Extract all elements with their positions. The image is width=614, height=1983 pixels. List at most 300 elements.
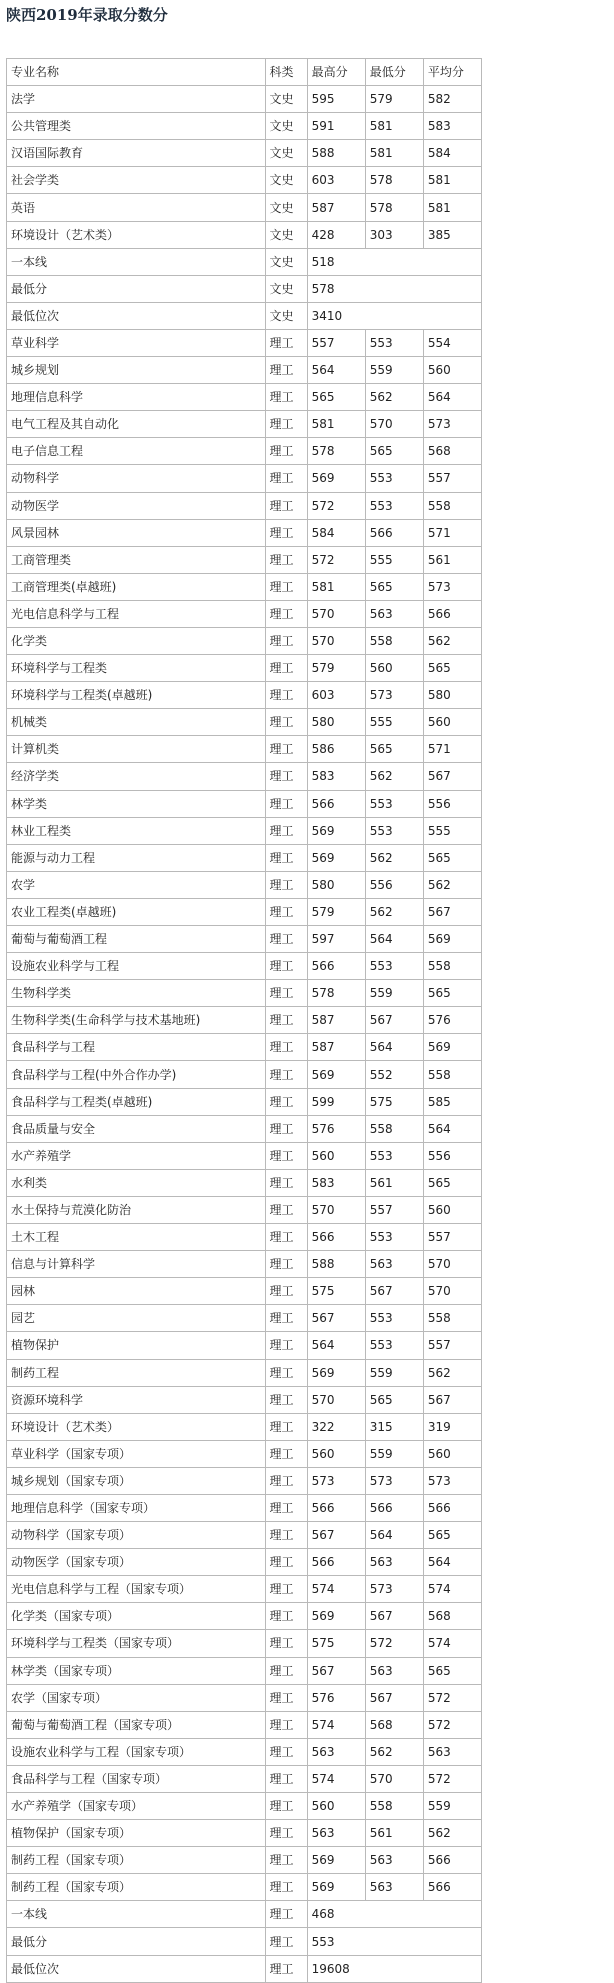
category-cell: 理工 (265, 1738, 307, 1765)
table-row (7, 709, 482, 736)
max-score-cell: 576 (307, 1115, 365, 1142)
min-score-cell: 581 (365, 140, 423, 167)
category-cell: 理工 (265, 1359, 307, 1386)
min-score-cell: 553 (365, 1142, 423, 1169)
table-row (7, 1467, 482, 1494)
table-row (7, 1874, 482, 1901)
table-row (7, 682, 482, 709)
min-score-cell: 560 (365, 655, 423, 682)
max-score-cell: 572 (307, 546, 365, 573)
table-row (7, 248, 482, 275)
category-cell: 理工 (265, 1765, 307, 1792)
max-score-cell: 569 (307, 1847, 365, 1874)
major-cell: 食品科学与工程类(卓越班) (7, 1088, 266, 1115)
table-row (7, 113, 482, 140)
major-cell: 光电信息科学与工程（国家专项） (7, 1576, 266, 1603)
min-score-cell: 553 (365, 1305, 423, 1332)
category-cell: 文史 (265, 86, 307, 113)
category-cell: 理工 (265, 790, 307, 817)
avg-score-cell: 580 (423, 682, 481, 709)
table-row (7, 600, 482, 627)
min-score-cell: 565 (365, 736, 423, 763)
category-cell: 理工 (265, 1684, 307, 1711)
avg-score-cell: 566 (423, 1847, 481, 1874)
avg-score-cell: 585 (423, 1088, 481, 1115)
header-cell-avg: 平均分 (423, 59, 481, 86)
major-cell: 林业工程类 (7, 817, 266, 844)
max-score-cell: 578 (307, 438, 365, 465)
table-row (7, 980, 482, 1007)
max-score-cell: 3410 (307, 302, 481, 329)
category-cell: 理工 (265, 573, 307, 600)
avg-score-cell: 573 (423, 1467, 481, 1494)
min-score-cell: 568 (365, 1711, 423, 1738)
table-row (7, 1169, 482, 1196)
major-cell: 法学 (7, 86, 266, 113)
table-row (7, 871, 482, 898)
major-cell: 环境设计（艺术类） (7, 221, 266, 248)
avg-score-cell: 571 (423, 519, 481, 546)
avg-score-cell: 564 (423, 1115, 481, 1142)
max-score-cell: 569 (307, 1874, 365, 1901)
table-row (7, 357, 482, 384)
category-cell: 理工 (265, 1007, 307, 1034)
table-row (7, 1034, 482, 1061)
min-score-cell: 565 (365, 1386, 423, 1413)
avg-score-cell: 565 (423, 1169, 481, 1196)
avg-score-cell: 558 (423, 1061, 481, 1088)
max-score-cell: 587 (307, 194, 365, 221)
table-row (7, 140, 482, 167)
category-cell: 文史 (265, 167, 307, 194)
avg-score-cell: 555 (423, 817, 481, 844)
max-score-cell: 599 (307, 1088, 365, 1115)
max-score-cell: 567 (307, 1305, 365, 1332)
max-score-cell: 557 (307, 329, 365, 356)
major-cell: 草业科学（国家专项） (7, 1440, 266, 1467)
max-score-cell: 569 (307, 465, 365, 492)
min-score-cell: 563 (365, 1549, 423, 1576)
max-score-cell: 19608 (307, 1955, 481, 1982)
max-score-cell: 468 (307, 1901, 481, 1928)
min-score-cell: 555 (365, 709, 423, 736)
major-cell: 最低位次 (7, 1955, 266, 1982)
category-cell: 理工 (265, 926, 307, 953)
max-score-cell: 603 (307, 167, 365, 194)
min-score-cell: 566 (365, 1494, 423, 1521)
min-score-cell: 567 (365, 1278, 423, 1305)
avg-score-cell: 556 (423, 790, 481, 817)
avg-score-cell: 557 (423, 465, 481, 492)
major-cell: 林学类 (7, 790, 266, 817)
category-cell: 理工 (265, 1413, 307, 1440)
max-score-cell: 428 (307, 221, 365, 248)
avg-score-cell: 560 (423, 1440, 481, 1467)
min-score-cell: 558 (365, 627, 423, 654)
max-score-cell: 567 (307, 1522, 365, 1549)
max-score-cell: 581 (307, 573, 365, 600)
max-score-cell: 566 (307, 790, 365, 817)
min-score-cell: 553 (365, 329, 423, 356)
max-score-cell: 574 (307, 1765, 365, 1792)
major-cell: 计算机类 (7, 736, 266, 763)
major-cell: 公共管理类 (7, 113, 266, 140)
min-score-cell: 553 (365, 953, 423, 980)
max-score-cell: 564 (307, 357, 365, 384)
min-score-cell: 557 (365, 1196, 423, 1223)
major-cell: 水产养殖学 (7, 1142, 266, 1169)
major-cell: 制药工程（国家专项） (7, 1847, 266, 1874)
min-score-cell: 553 (365, 1332, 423, 1359)
major-cell: 社会学类 (7, 167, 266, 194)
max-score-cell: 580 (307, 709, 365, 736)
table-row (7, 546, 482, 573)
max-score-cell: 581 (307, 411, 365, 438)
avg-score-cell: 574 (423, 1630, 481, 1657)
max-score-cell: 578 (307, 275, 481, 302)
score-table-body (7, 59, 482, 1983)
category-cell: 理工 (265, 1901, 307, 1928)
table-row (7, 384, 482, 411)
min-score-cell: 573 (365, 1467, 423, 1494)
min-score-cell: 561 (365, 1820, 423, 1847)
category-cell: 理工 (265, 1657, 307, 1684)
max-score-cell: 570 (307, 627, 365, 654)
max-score-cell: 575 (307, 1630, 365, 1657)
table-row (7, 1115, 482, 1142)
max-score-cell: 588 (307, 140, 365, 167)
avg-score-cell: 557 (423, 1332, 481, 1359)
major-cell: 化学类 (7, 627, 266, 654)
avg-score-cell: 562 (423, 871, 481, 898)
min-score-cell: 555 (365, 546, 423, 573)
category-cell: 理工 (265, 898, 307, 925)
max-score-cell: 569 (307, 844, 365, 871)
major-cell: 地理信息科学（国家专项） (7, 1494, 266, 1521)
category-cell: 理工 (265, 1386, 307, 1413)
avg-score-cell: 385 (423, 221, 481, 248)
major-cell: 食品科学与工程（国家专项） (7, 1765, 266, 1792)
min-score-cell: 565 (365, 573, 423, 600)
min-score-cell: 556 (365, 871, 423, 898)
max-score-cell: 603 (307, 682, 365, 709)
max-score-cell: 576 (307, 1684, 365, 1711)
category-cell: 理工 (265, 953, 307, 980)
major-cell: 风景园林 (7, 519, 266, 546)
major-cell: 环境科学与工程类 (7, 655, 266, 682)
table-row (7, 1224, 482, 1251)
category-cell: 理工 (265, 1169, 307, 1196)
table-row (7, 1007, 482, 1034)
major-cell: 草业科学 (7, 329, 266, 356)
category-cell: 理工 (265, 1549, 307, 1576)
avg-score-cell: 570 (423, 1251, 481, 1278)
min-score-cell: 315 (365, 1413, 423, 1440)
table-row (7, 1142, 482, 1169)
min-score-cell: 573 (365, 1576, 423, 1603)
major-cell: 动物科学 (7, 465, 266, 492)
category-cell: 理工 (265, 627, 307, 654)
max-score-cell: 597 (307, 926, 365, 953)
table-row (7, 1711, 482, 1738)
max-score-cell: 574 (307, 1576, 365, 1603)
major-cell: 水利类 (7, 1169, 266, 1196)
category-cell: 理工 (265, 465, 307, 492)
table-row (7, 1088, 482, 1115)
table-row (7, 817, 482, 844)
category-cell: 理工 (265, 438, 307, 465)
min-score-cell: 553 (365, 790, 423, 817)
category-cell: 理工 (265, 492, 307, 519)
category-cell: 理工 (265, 1224, 307, 1251)
major-cell: 生物科学类(生命科学与技术基地班) (7, 1007, 266, 1034)
category-cell: 理工 (265, 1847, 307, 1874)
max-score-cell: 573 (307, 1467, 365, 1494)
max-score-cell: 563 (307, 1820, 365, 1847)
max-score-cell: 564 (307, 1332, 365, 1359)
table-row (7, 736, 482, 763)
table-row (7, 1630, 482, 1657)
min-score-cell: 562 (365, 763, 423, 790)
table-row (7, 1251, 482, 1278)
category-cell: 理工 (265, 709, 307, 736)
major-cell: 制药工程（国家专项） (7, 1874, 266, 1901)
table-row (7, 898, 482, 925)
avg-score-cell: 562 (423, 1820, 481, 1847)
min-score-cell: 558 (365, 1115, 423, 1142)
score-table (6, 58, 482, 1983)
category-cell: 理工 (265, 736, 307, 763)
major-cell: 制药工程 (7, 1359, 266, 1386)
avg-score-cell: 559 (423, 1793, 481, 1820)
page-title: 陕西2019年录取分数分 (6, 6, 168, 24)
max-score-cell: 322 (307, 1413, 365, 1440)
major-cell: 信息与计算科学 (7, 1251, 266, 1278)
table-row (7, 844, 482, 871)
max-score-cell: 572 (307, 492, 365, 519)
max-score-cell: 569 (307, 817, 365, 844)
category-cell: 理工 (265, 1332, 307, 1359)
major-cell: 汉语国际教育 (7, 140, 266, 167)
min-score-cell: 564 (365, 1522, 423, 1549)
avg-score-cell: 581 (423, 194, 481, 221)
table-row (7, 763, 482, 790)
major-cell: 食品质量与安全 (7, 1115, 266, 1142)
avg-score-cell: 564 (423, 1549, 481, 1576)
avg-score-cell: 567 (423, 763, 481, 790)
table-row (7, 1955, 482, 1982)
max-score-cell: 586 (307, 736, 365, 763)
avg-score-cell: 572 (423, 1765, 481, 1792)
min-score-cell: 552 (365, 1061, 423, 1088)
max-score-cell: 569 (307, 1359, 365, 1386)
table-row (7, 1793, 482, 1820)
table-row (7, 1305, 482, 1332)
avg-score-cell: 572 (423, 1711, 481, 1738)
category-cell: 理工 (265, 1928, 307, 1955)
avg-score-cell: 565 (423, 844, 481, 871)
header-cell-major: 专业名称 (7, 59, 266, 86)
avg-score-cell: 561 (423, 546, 481, 573)
table-row (7, 329, 482, 356)
min-score-cell: 575 (365, 1088, 423, 1115)
min-score-cell: 563 (365, 1251, 423, 1278)
table-row (7, 627, 482, 654)
category-cell: 理工 (265, 1115, 307, 1142)
major-cell: 农业工程类(卓越班) (7, 898, 266, 925)
major-cell: 生物科学类 (7, 980, 266, 1007)
category-cell: 理工 (265, 1955, 307, 1982)
table-row (7, 438, 482, 465)
table-row (7, 1549, 482, 1576)
table-row (7, 221, 482, 248)
avg-score-cell: 569 (423, 926, 481, 953)
major-cell: 工商管理类 (7, 546, 266, 573)
max-score-cell: 563 (307, 1738, 365, 1765)
table-row (7, 1576, 482, 1603)
max-score-cell: 560 (307, 1142, 365, 1169)
table-row (7, 1847, 482, 1874)
max-score-cell: 565 (307, 384, 365, 411)
max-score-cell: 579 (307, 655, 365, 682)
category-cell: 理工 (265, 1305, 307, 1332)
avg-score-cell: 560 (423, 709, 481, 736)
table-row (7, 1278, 482, 1305)
category-cell: 理工 (265, 1522, 307, 1549)
min-score-cell: 559 (365, 1440, 423, 1467)
category-cell: 文史 (265, 302, 307, 329)
max-score-cell: 566 (307, 953, 365, 980)
avg-score-cell: 565 (423, 1657, 481, 1684)
avg-score-cell: 571 (423, 736, 481, 763)
avg-score-cell: 568 (423, 1603, 481, 1630)
major-cell: 一本线 (7, 1901, 266, 1928)
min-score-cell: 561 (365, 1169, 423, 1196)
avg-score-cell: 558 (423, 492, 481, 519)
avg-score-cell: 560 (423, 1196, 481, 1223)
major-cell: 环境科学与工程类(卓越班) (7, 682, 266, 709)
min-score-cell: 562 (365, 898, 423, 925)
max-score-cell: 560 (307, 1793, 365, 1820)
category-cell: 理工 (265, 384, 307, 411)
major-cell: 能源与动力工程 (7, 844, 266, 871)
category-cell: 理工 (265, 1278, 307, 1305)
major-cell: 农学 (7, 871, 266, 898)
header-cell-min: 最低分 (365, 59, 423, 86)
avg-score-cell: 573 (423, 573, 481, 600)
min-score-cell: 562 (365, 1738, 423, 1765)
max-score-cell: 566 (307, 1549, 365, 1576)
max-score-cell: 569 (307, 1603, 365, 1630)
table-row (7, 1901, 482, 1928)
avg-score-cell: 566 (423, 600, 481, 627)
min-score-cell: 563 (365, 1847, 423, 1874)
table-row (7, 1522, 482, 1549)
major-cell: 英语 (7, 194, 266, 221)
min-score-cell: 563 (365, 1657, 423, 1684)
min-score-cell: 559 (365, 1359, 423, 1386)
avg-score-cell: 570 (423, 1278, 481, 1305)
category-cell: 文史 (265, 194, 307, 221)
major-cell: 动物医学（国家专项） (7, 1549, 266, 1576)
max-score-cell: 587 (307, 1034, 365, 1061)
table-row (7, 1359, 482, 1386)
min-score-cell: 563 (365, 600, 423, 627)
min-score-cell: 559 (365, 980, 423, 1007)
min-score-cell: 553 (365, 465, 423, 492)
category-cell: 理工 (265, 1196, 307, 1223)
min-score-cell: 567 (365, 1603, 423, 1630)
category-cell: 理工 (265, 1630, 307, 1657)
avg-score-cell: 562 (423, 627, 481, 654)
major-cell: 经济学类 (7, 763, 266, 790)
min-score-cell: 567 (365, 1684, 423, 1711)
major-cell: 城乡规划 (7, 357, 266, 384)
avg-score-cell: 319 (423, 1413, 481, 1440)
avg-score-cell: 565 (423, 980, 481, 1007)
major-cell: 林学类（国家专项） (7, 1657, 266, 1684)
table-row (7, 1386, 482, 1413)
major-cell: 电气工程及其自动化 (7, 411, 266, 438)
major-cell: 机械类 (7, 709, 266, 736)
table-row (7, 1738, 482, 1765)
major-cell: 葡萄与葡萄酒工程 (7, 926, 266, 953)
avg-score-cell: 563 (423, 1738, 481, 1765)
category-cell: 理工 (265, 1467, 307, 1494)
major-cell: 化学类（国家专项） (7, 1603, 266, 1630)
major-cell: 农学（国家专项） (7, 1684, 266, 1711)
major-cell: 动物医学 (7, 492, 266, 519)
category-cell: 理工 (265, 1088, 307, 1115)
category-cell: 理工 (265, 1142, 307, 1169)
category-cell: 理工 (265, 1494, 307, 1521)
avg-score-cell: 572 (423, 1684, 481, 1711)
max-score-cell: 578 (307, 980, 365, 1007)
table-row (7, 1061, 482, 1088)
category-cell: 理工 (265, 980, 307, 1007)
min-score-cell: 572 (365, 1630, 423, 1657)
category-cell: 文史 (265, 113, 307, 140)
category-cell: 理工 (265, 600, 307, 627)
avg-score-cell: 566 (423, 1494, 481, 1521)
category-cell: 理工 (265, 1820, 307, 1847)
major-cell: 最低分 (7, 275, 266, 302)
table-row (7, 655, 482, 682)
min-score-cell: 564 (365, 926, 423, 953)
category-cell: 理工 (265, 1603, 307, 1630)
table-row (7, 194, 482, 221)
min-score-cell: 564 (365, 1034, 423, 1061)
category-cell: 理工 (265, 1576, 307, 1603)
major-cell: 园林 (7, 1278, 266, 1305)
major-cell: 设施农业科学与工程（国家专项） (7, 1738, 266, 1765)
min-score-cell: 578 (365, 167, 423, 194)
max-score-cell: 569 (307, 1061, 365, 1088)
table-row (7, 1684, 482, 1711)
table-row (7, 519, 482, 546)
min-score-cell: 570 (365, 1765, 423, 1792)
max-score-cell: 579 (307, 898, 365, 925)
table-row (7, 790, 482, 817)
max-score-cell: 587 (307, 1007, 365, 1034)
min-score-cell: 559 (365, 357, 423, 384)
avg-score-cell: 566 (423, 1874, 481, 1901)
avg-score-cell: 581 (423, 167, 481, 194)
category-cell: 理工 (265, 519, 307, 546)
category-cell: 文史 (265, 140, 307, 167)
major-cell: 植物保护（国家专项） (7, 1820, 266, 1847)
major-cell: 水产养殖学（国家专项） (7, 1793, 266, 1820)
